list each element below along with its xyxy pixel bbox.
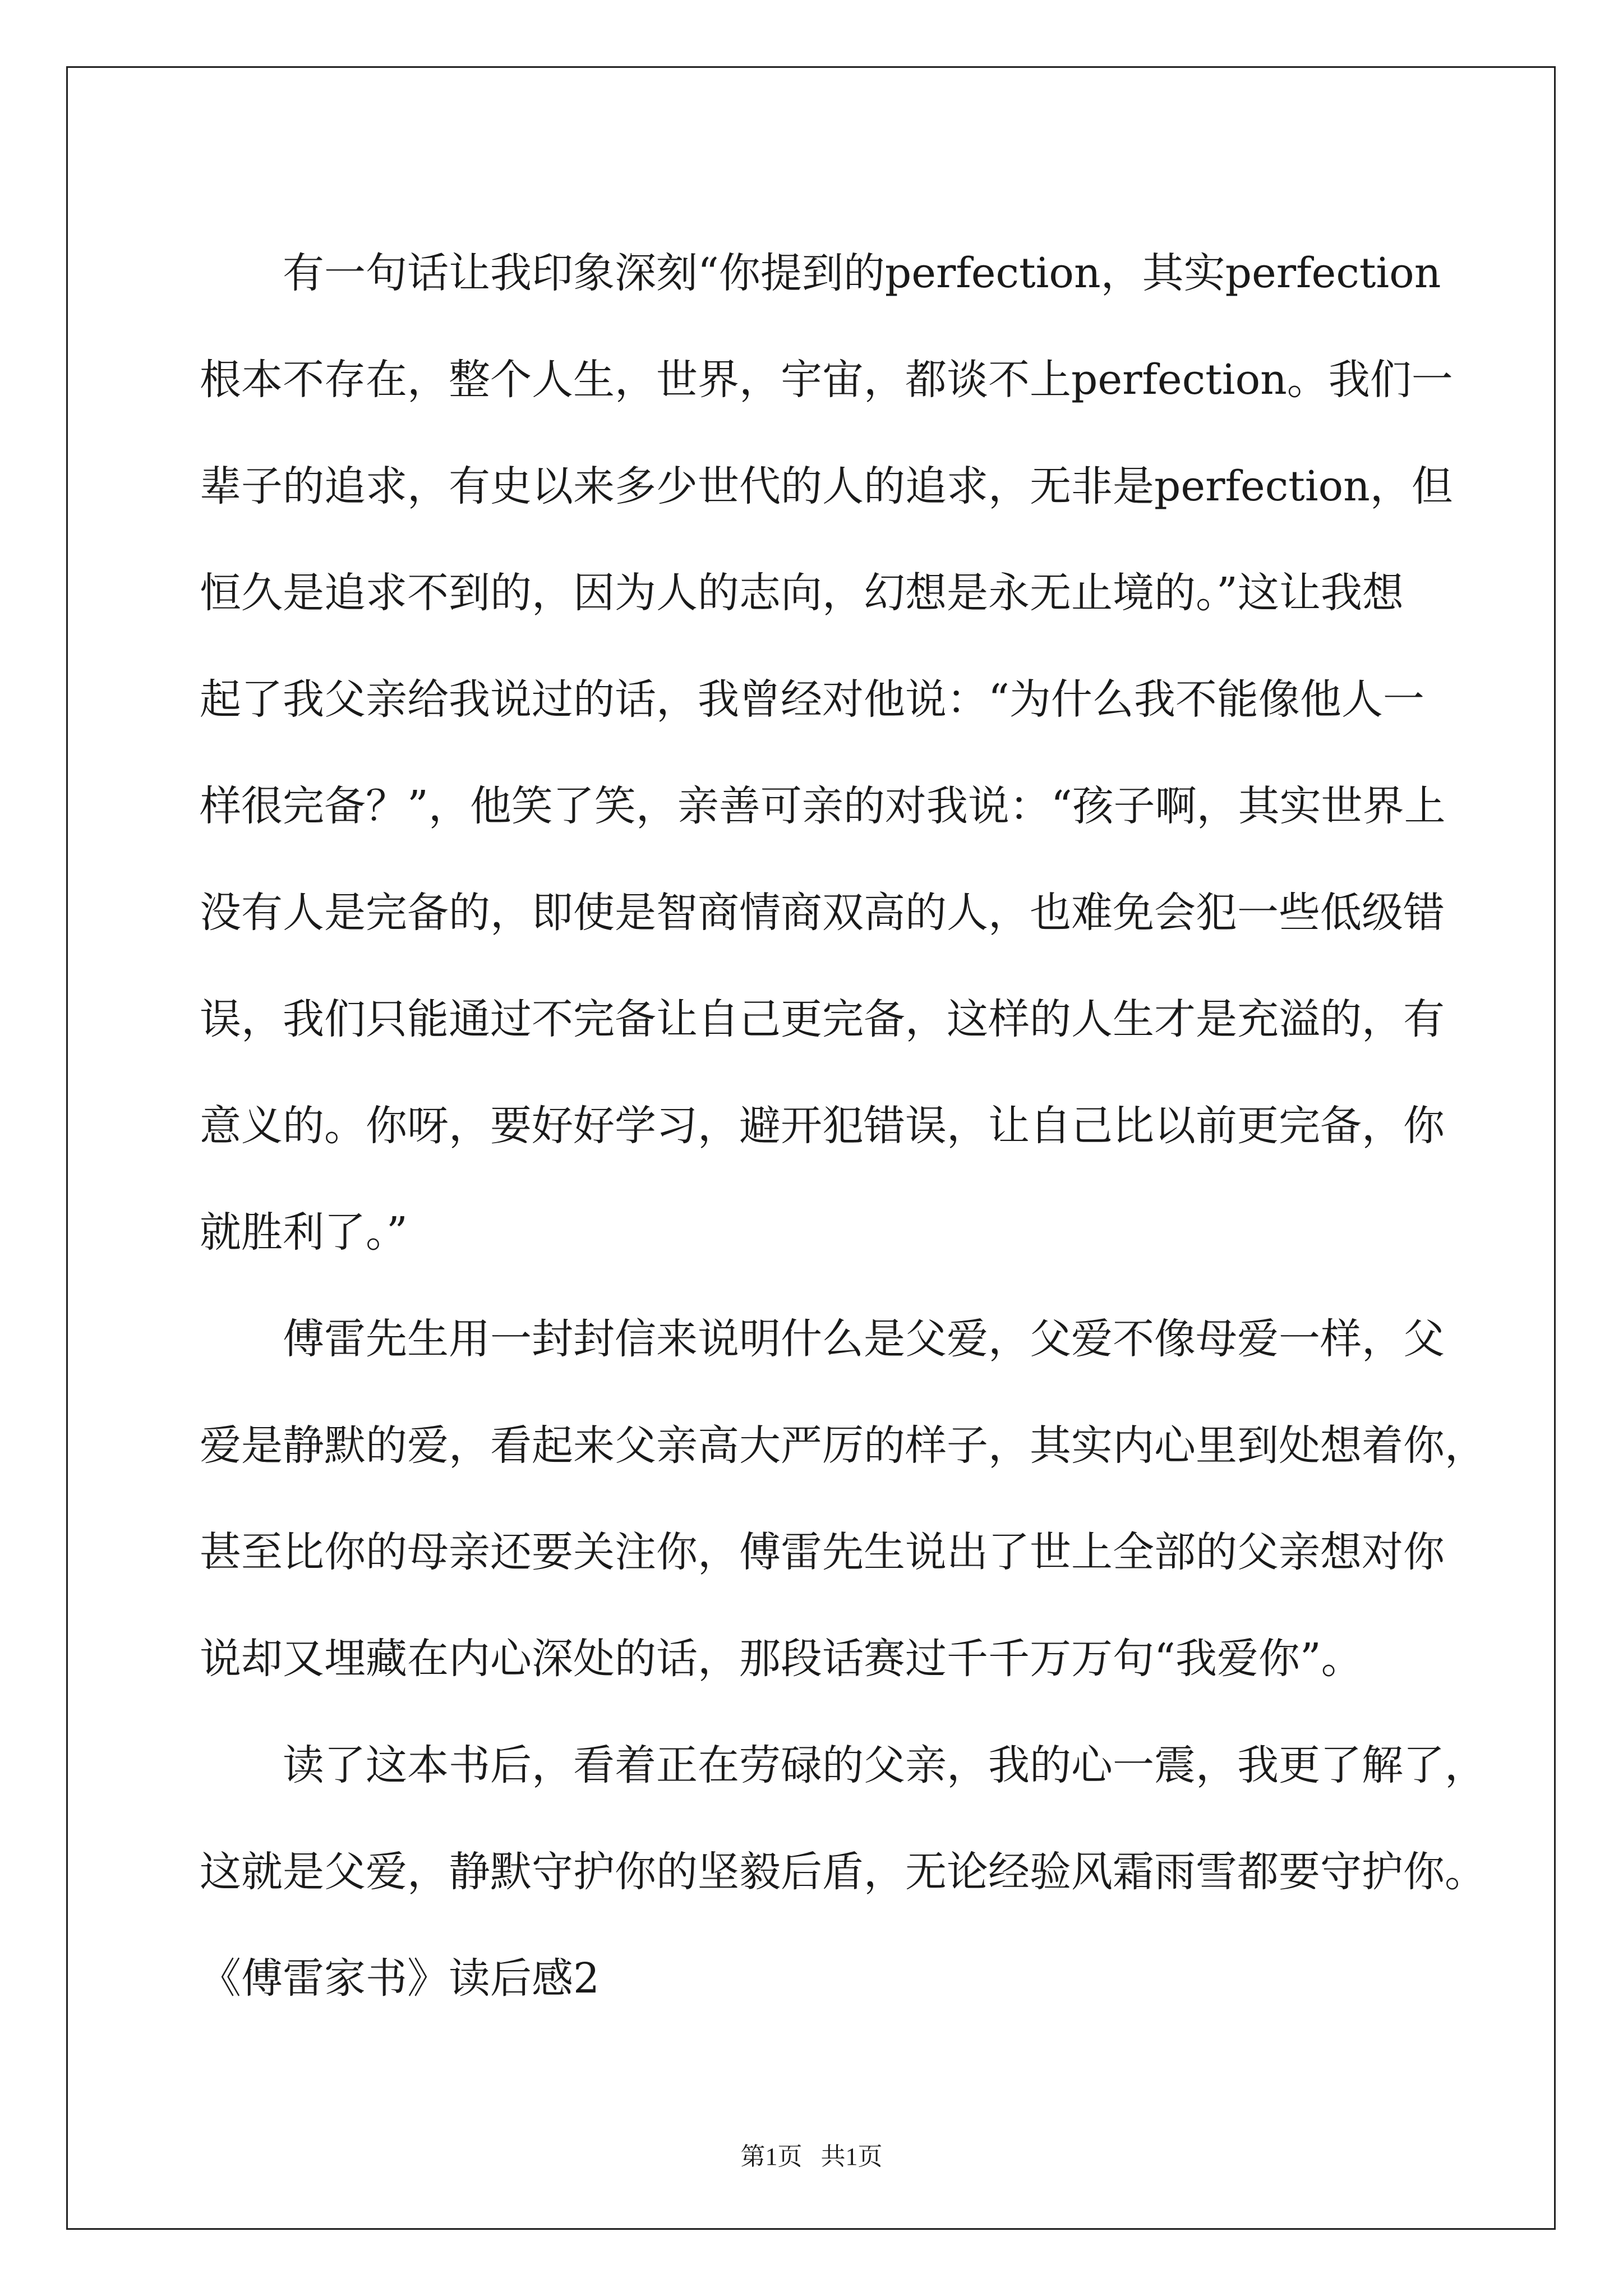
paragraph-1-line-6: 样很完备？”，他笑了笑，亲善可亲的对我说：“孩子啊，其实世界上 xyxy=(200,782,1446,830)
paragraph-1-line-7: 没有人是完备的，即使是智商情商双高的人，也难免会犯一些低级错 xyxy=(200,889,1445,937)
page-total: 共1页 xyxy=(820,2143,883,2170)
paragraph-1-line-4: 恒久是追求不到的，因为人的志向，幻想是永无止境的。”这让我想 xyxy=(200,569,1404,617)
paragraph-3-line-1: 读了这本书后，看着正在劳碌的父亲，我的心一震，我更了解了， xyxy=(283,1741,1486,1789)
paragraph-1-line-1: 有一句话让我印象深刻“你提到的perfection，其实perfection xyxy=(283,249,1441,297)
paragraph-2-line-4: 说却又埋藏在内心深处的话，那段话赛过千千万万句“我爱你”。 xyxy=(200,1635,1363,1683)
page-footer xyxy=(0,2136,1623,2172)
section-title: 《傅雷家书》读后感2 xyxy=(200,1954,600,2003)
paragraph-3-line-2: 这就是父爱，静默守护你的坚毅后盾，无论经验风霜雨雪都要守护你。 xyxy=(200,1848,1486,1896)
paragraph-2-line-2: 爱是静默的爱，看起来父亲高大严厉的样子，其实内心里到处想着你， xyxy=(200,1421,1486,1470)
document-body xyxy=(200,220,1486,2032)
paragraph-2-line-3: 甚至比你的母亲还要关注你，傅雷先生说出了世上全部的父亲想对你 xyxy=(200,1528,1445,1576)
paragraph-2-line-1: 傅雷先生用一封封信来说明什么是父爱，父爱不像母爱一样，父 xyxy=(283,1315,1445,1363)
paragraph-1-line-9: 意义的。你呀，要好好学习，避开犯错误，让自己比以前更完备，你 xyxy=(200,1102,1445,1150)
paragraph-1-line-5: 起了我父亲给我说过的话，我曾经对他说：“为什么我不能像他人一 xyxy=(200,675,1424,724)
paragraph-1-line-3: 辈子的追求，有史以来多少世代的人的追求，无非是perfection，但 xyxy=(200,462,1453,510)
paragraph-1-line-2: 根本不存在，整个人生，世界，宇宙，都谈不上perfection。我们一 xyxy=(200,356,1453,404)
paragraph-1-line-10: 就胜利了。” xyxy=(200,1208,408,1257)
paragraph-1-line-8: 误，我们只能通过不完备让自己更完备，这样的人生才是充溢的，有 xyxy=(200,995,1445,1043)
page-number: 第1页 xyxy=(740,2143,803,2170)
